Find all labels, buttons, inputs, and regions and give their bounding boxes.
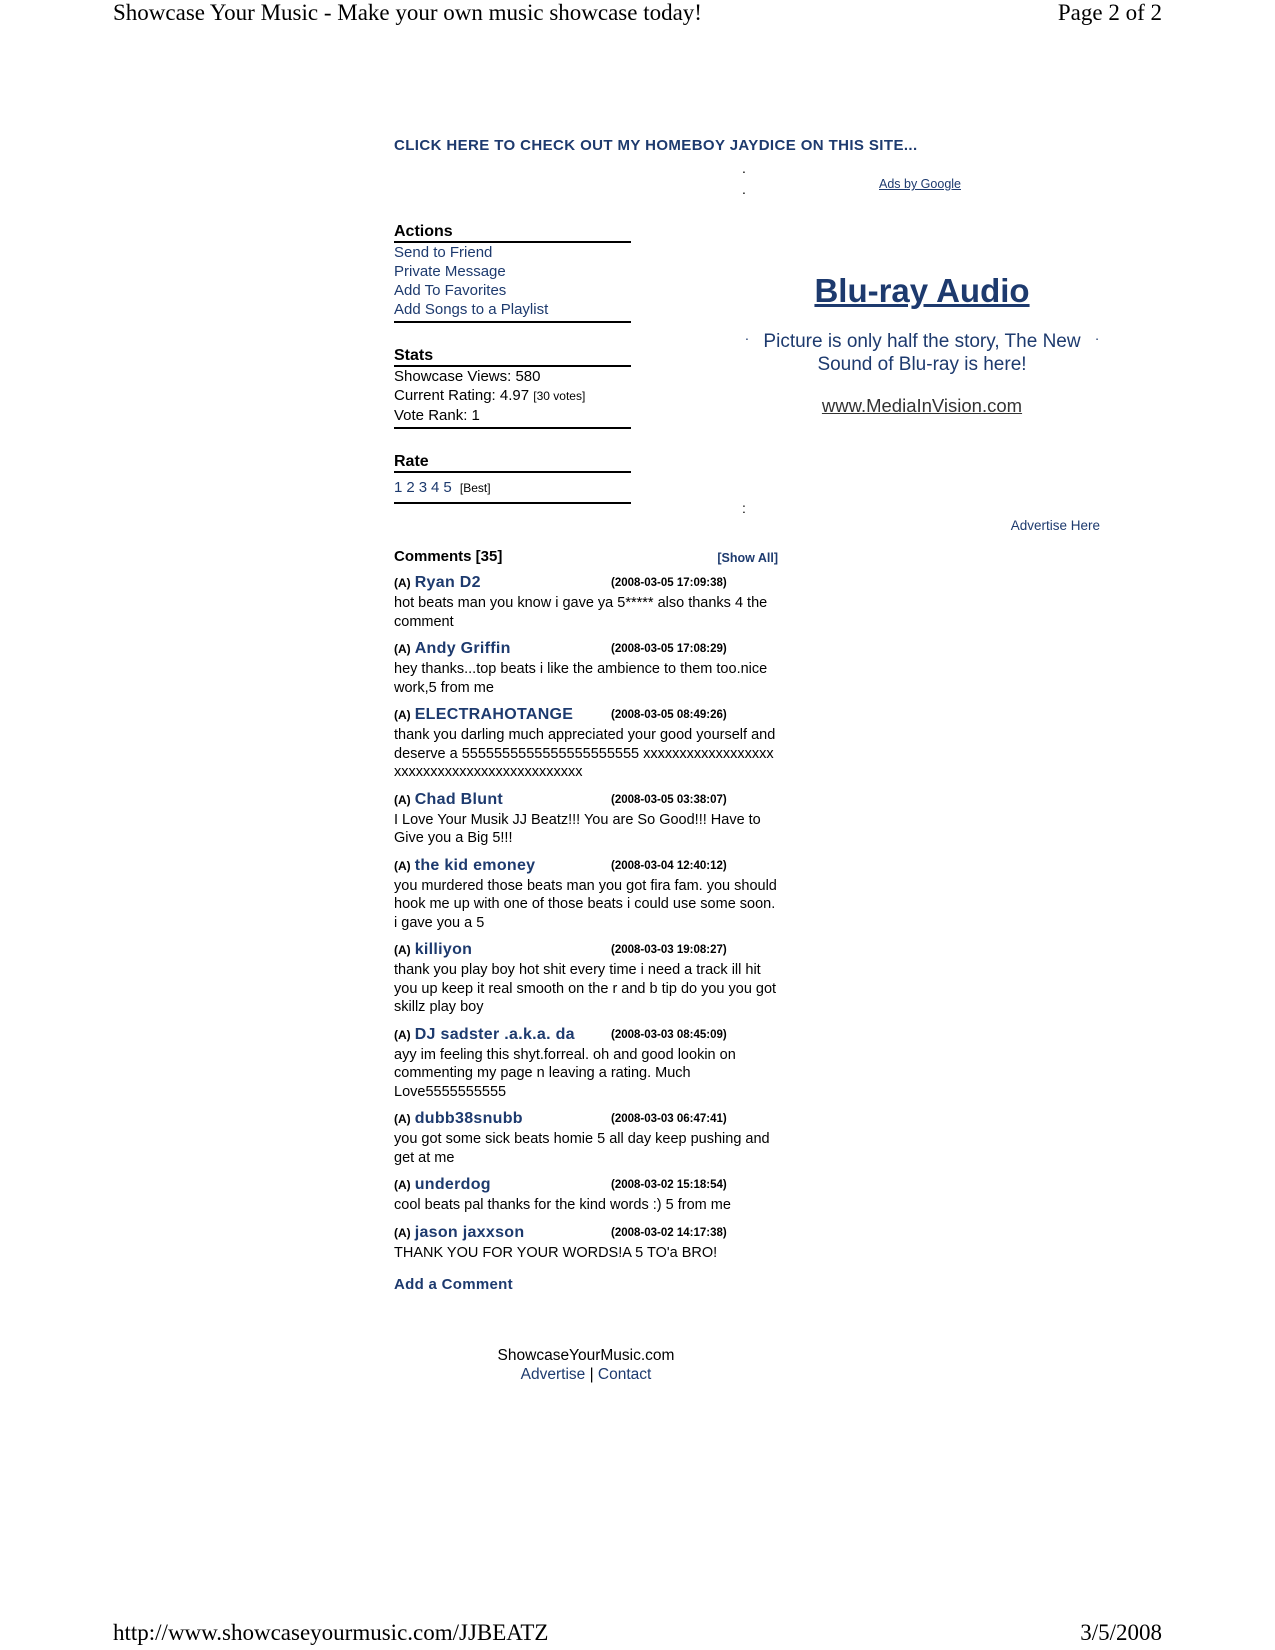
comment-text: thank you play boy hot shit every time i need a track ill hit you up keep it real smooth on the r and b tip do you you got skillz play boy (394, 962, 777, 1015)
comment-author-link[interactable]: killiyon (414, 941, 473, 958)
rate-5-link[interactable]: 5 (443, 479, 452, 496)
comment-date: (2008-03-05 17:08:29) (611, 643, 727, 655)
comment-tag: (A) (394, 792, 411, 807)
dot-marker: . (742, 160, 746, 176)
comment-text: hey thanks...top beats i like the ambience to them too.nice work,5 from me (394, 661, 768, 696)
actions-box (394, 223, 631, 323)
comment-text: you murdered those beats man you got fira fam. you should hook me up with one of those beats i could use some soon. i gave you a 5 (394, 877, 777, 931)
comment-text: you got some sick beats homie 5 all day keep pushing and get at me (394, 1131, 770, 1166)
current-rating: Current Rating: 4.97 (394, 387, 530, 404)
site-footer-name: ShowcaseYourMusic.com (497, 1347, 675, 1364)
comment-item (394, 1026, 778, 1102)
dot-marker: : (742, 500, 746, 516)
comment-tag: (A) (394, 1178, 411, 1192)
advertise-here-link[interactable]: Advertise Here (1010, 518, 1100, 533)
comment-text: THANK YOU FOR YOUR WORDS!A 5 TO'a BRO! (394, 1244, 718, 1261)
print-footer (113, 1620, 1162, 1646)
rate-title: Rate (394, 453, 631, 473)
comment-item (394, 941, 778, 1017)
comment-date: (2008-03-02 14:17:38) (611, 1226, 727, 1239)
footer-separator: | (589, 1366, 594, 1383)
comment-author-link[interactable]: ELECTRAHOTANGE (414, 706, 574, 723)
add-to-favorites-link[interactable]: Add To Favorites (394, 282, 507, 299)
comment-tag: (A) (394, 858, 411, 873)
dot-marker: . (742, 181, 746, 197)
comment-tag: (A) (394, 642, 411, 656)
show-all-comments-link[interactable]: [Show All] (717, 551, 778, 565)
comment-date: (2008-03-03 06:47:41) (611, 1113, 727, 1125)
ad-text: Picture is only half the story, The New Sound of Blu-ray is here! (763, 331, 1081, 375)
comment-date: (2008-03-05 03:38:07) (611, 793, 727, 806)
rate-best-label: [Best] (459, 481, 491, 495)
actions-title: Actions (394, 223, 631, 243)
comment-author-link[interactable]: Andy Griffin (414, 640, 511, 657)
comments-section (394, 548, 778, 1293)
comment-tag: (A) (394, 1027, 411, 1042)
ad-url-link[interactable]: www.MediaInVision.com (821, 395, 1023, 416)
comment-item (394, 1176, 778, 1215)
add-comment-link[interactable]: Add a Comment (394, 1276, 513, 1293)
comment-author-link[interactable]: jason jaxxson (414, 1223, 525, 1241)
comment-item (394, 574, 778, 631)
rate-2-link[interactable]: 2 (406, 479, 415, 496)
comment-author-link[interactable]: Chad Blunt (414, 790, 504, 808)
homeboy-link[interactable]: CLICK HERE TO CHECK OUT MY HOMEBOY JAYDICE ON THIS SITE... (394, 137, 918, 154)
comment-author-link[interactable]: underdog (414, 1176, 491, 1193)
comment-tag: (A) (394, 576, 411, 590)
vote-rank: Vote Rank: 1 (394, 407, 480, 424)
comment-text: hot beats man you know i gave ya 5***** also thanks 4 the comment (394, 595, 768, 630)
comments-title: Comments [35] (394, 548, 503, 565)
site-footer (394, 1346, 778, 1384)
comment-date: (2008-03-05 17:09:38) (611, 577, 727, 589)
dot-marker: . (745, 327, 749, 343)
sidebar (394, 223, 631, 504)
ad-title-link[interactable]: Blu-ray Audio (814, 272, 1030, 309)
comment-date: (2008-03-03 08:45:09) (611, 1028, 727, 1041)
stats-title: Stats (394, 347, 631, 367)
comment-item (394, 791, 778, 848)
rate-4-link[interactable]: 4 (431, 479, 440, 496)
ad-block (745, 272, 1099, 417)
print-header-page: Page 2 of 2 (1057, 0, 1162, 25)
showcase-views: Showcase Views: 580 (394, 368, 541, 385)
comment-text: ayy im feeling this shyt.forreal. oh and good lookin on commenting my page n leaving a rating. Much Love5555555555 (394, 1046, 736, 1100)
print-header-title: Showcase Your Music - Make your own music showcase today! (113, 0, 702, 25)
comment-text: thank you darling much appreciated your good yourself and deserve a 5555555555555555555555 xxxxxxxxxxxxxxxxxx xxxxxxxxxxxxxxxxxxxxxxxxxx (394, 727, 776, 780)
footer-advertise-link[interactable]: Advertise (520, 1366, 586, 1383)
comment-tag: (A) (394, 943, 411, 957)
comment-text: cool beats pal thanks for the kind words :) 5 from me (394, 1197, 731, 1213)
private-message-link[interactable]: Private Message (394, 263, 506, 280)
comment-tag: (A) (394, 1112, 411, 1126)
print-header (113, 0, 1162, 26)
comment-date: (2008-03-02 15:18:54) (611, 1179, 727, 1191)
send-to-friend-link[interactable]: Send to Friend (394, 244, 493, 261)
comment-item (394, 706, 778, 782)
comment-item (394, 640, 778, 697)
comment-item (394, 857, 778, 933)
comment-tag: (A) (394, 1225, 411, 1240)
dot-marker: . (1095, 327, 1099, 343)
rate-box (394, 453, 631, 504)
ads-by-google-link[interactable]: Ads by Google (879, 177, 961, 191)
comment-date: (2008-03-03 19:08:27) (611, 944, 727, 956)
rate-3-link[interactable]: 3 (418, 479, 428, 496)
comment-author-link[interactable]: dubb38snubb (414, 1110, 523, 1127)
print-footer-url: http://www.showcaseyourmusic.com/JJBEATZ (113, 1620, 549, 1645)
comment-date: (2008-03-04 12:40:12) (611, 859, 727, 872)
stats-box (394, 347, 631, 429)
comment-text: I Love Your Musik JJ Beatz!!! You are So Good!!! Have to Give you a Big 5!!! (394, 811, 761, 846)
rate-1-link[interactable]: 1 (394, 479, 403, 496)
comment-tag: (A) (394, 708, 411, 722)
comment-author-link[interactable]: Ryan D2 (414, 574, 481, 591)
comment-author-link[interactable]: the kid emoney (414, 856, 536, 874)
comment-author-link[interactable]: DJ sadster .a.k.a. da (414, 1025, 575, 1043)
footer-contact-link[interactable]: Contact (597, 1366, 652, 1383)
comment-item (394, 1224, 778, 1263)
comment-date: (2008-03-05 08:49:26) (611, 709, 727, 721)
print-footer-date: 3/5/2008 (1080, 1620, 1162, 1645)
vote-count: [30 votes] (533, 389, 586, 403)
add-songs-to-playlist-link[interactable]: Add Songs to a Playlist (394, 301, 549, 318)
comment-item (394, 1110, 778, 1167)
